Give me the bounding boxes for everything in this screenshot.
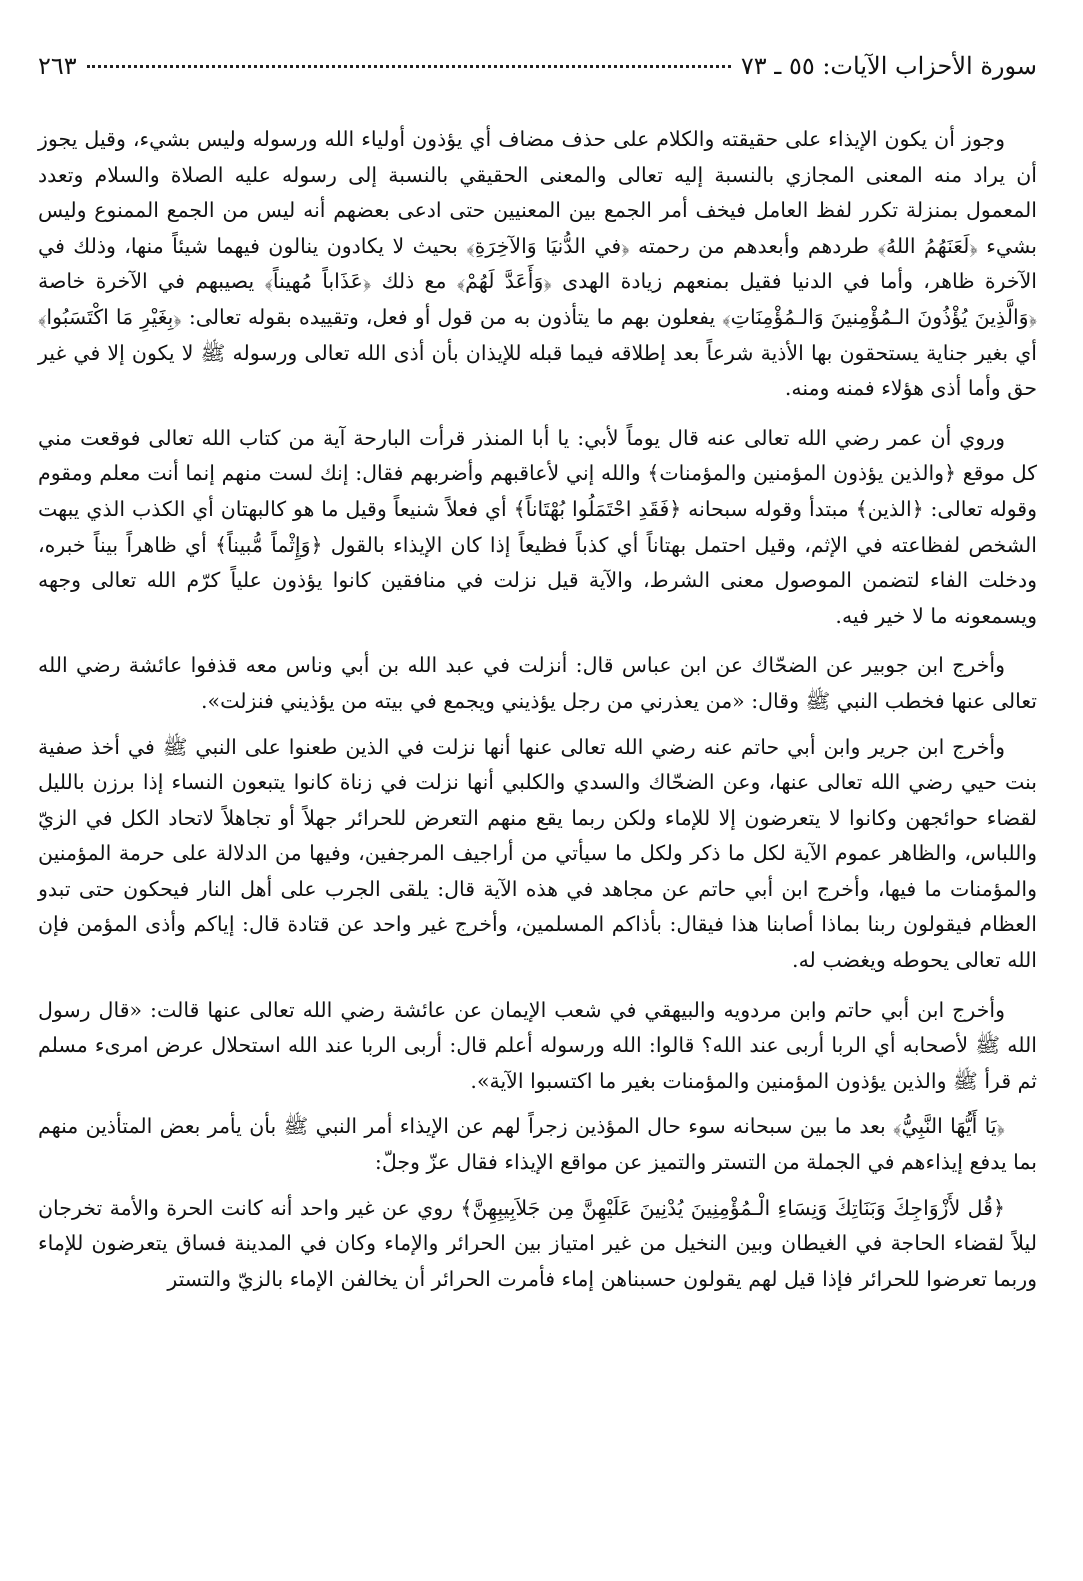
paragraph-2: وروي أن عمر رضي الله تعالى عنه قال يوماً لأبي: يا أبا المنذر قرأت البارحة آية من كتاب الله تعالى فوقعت مني كل موقع ﴿والذين يؤذون المؤمنين والمؤمنات﴾ والله إني لأعاقبهم وأضربهم فقال: إنك لست منهم إنما أنت معلم ومقوم وقوله تعالى: ﴿الذين﴾ مبتدأ وقوله سبحانه ﴿فَقَدِ احْتَمَلُوا بُهْتَاناً﴾ أي فعلاً شنيعاً وقيل ما هو كالبهتان أي الكذب الذي يبهت الشخص لفظاعته في الإثم، وقيل احتمل بهتاناً أي كذباً فظيعاً إذا كان الإيذاء بالقول ﴿وَإِثْماً مُّبيناً﴾ أي ظاهراً بيناً خبره، ودخلت الفاء لتضمن الموصول معنى الشرط، والآية قيل نزلت في منافقين كانوا يؤذون علياً كرّم الله تعالى وجهه ويسمعونه ما لا خير فيه. [38, 425, 1037, 628]
paragraph-3: وأخرج ابن جوبير عن الضحّاك عن ابن عباس قال: أنزلت في عبد الله بن أبي وناس معه قذفوا عائشة رضي الله تعالى عنها فخطب النبي ﷺ وقال: «من يعذرني من رجل يؤذيني ويجمع في بيته من يؤذيني فنزلت». [38, 653, 1037, 713]
paragraph-7: ﴿قُل لأَزْوَاجِكَ وَبَنَاتِكَ وَنِسَاءِ الْـمُؤْمِنِينَ يُدْنِينَ عَلَيْهِنَّ مِن جَلاَبِيبِهِنَّ﴾ روي عن غير واحد أنه كانت الحرة والأمة تخرجان ليلاً لقضاء الحاجة في الغيطان وبين النخيل من غير امتياز بين الحرائر والإماء وكان في المدينة فساق يتعرضون للإماء وربما تعرضوا للحرائر فإذا قيل لهم يقولون حسبناهن إماء فأمرت الحرائر أن يخالفن الإماء بالزيّ والتستر [38, 1195, 1037, 1291]
paragraph-4: وأخرج ابن جرير وابن أبي حاتم عنه رضي الله تعالى عنها أنها نزلت في الذين طعنوا على النبي ﷺ في أخذ صفية بنت حيي رضي الله تعالى عنها، وعن الضحّاك والسدي والكلبي أنها نزلت في زناة كانوا يتبعون النساء إذا برزن بالليل لقضاء حوائجهن وكانوا لا يتعرضون إلا للإماء ولكن ربما يقع منهم التعرض للحرائر جهلاً أو تجاهلاً لاتحاد الكل في الزيّ واللباس، والظاهر عموم الآية لكل ما ذكر ولكل ما سيأتي من أراجيف المرجفين، وفيها من الدلالة على حرمة المؤمنين والمؤمنات ما فيها، وأخرج ابن أبي حاتم عن مجاهد في هذه الآية قال: يلقى الجرب على أهل النار فيحكون حتى تبدو العظام فيقولون ربنا بماذا أصابنا هذا فيقال: بأذاكم المسلمين، وأخرج غير واحد عن قتادة قال: إياكم وأذى المؤمن فإن الله تعالى يحوطه ويغضب له. [38, 734, 1037, 973]
surah-title: سورة الأحزاب الآيات: ٥٥ ـ ٧٣ [740, 52, 1037, 80]
paragraph-5: وأخرج ابن أبي حاتم وابن مردويه والبيهقي في شعب الإيمان عن عائشة رضي الله تعالى عنها قالت: «قال رسول الله ﷺ لأصحابه أي الربا أربى عند الله؟ قالوا: الله ورسوله أعلم قال: أربى الربا عند الله استحلال عرض امرىء مسلم ثم قرأ ﷺ والذين يؤذون المؤمنين والمؤمنات بغير ما اكتسبوا الآية». [38, 997, 1037, 1093]
commentary-body [38, 122, 1037, 1297]
paragraph-6: ﴿يَا أَيُّهَا النَّبِيُّ﴾ بعد ما بين سبحانه سوء حال المؤذين زجراً لهم عن الإيذاء أمر النبي ﷺ بأن يأمر بعض المتأذين منهم بما يدفع إيذاءهم في الجملة من التستر والتميز عن مواقع الإيذاء فقال عزّ وجلّ: [38, 1114, 1037, 1175]
paragraph-1: وجوز أن يكون الإيذاء على حقيقته والكلام على حذف مضاف أي يؤذون أولياء الله ورسوله وليس بشيء، وقيل يجوز أن يراد منه المعنى المجازي بالنسبة إليه تعالى والمعنى الحقيقي بالنسبة إلى رسوله عليه الصلاة والسلام وتعدد المعمول بمنزلة تكرر لفظ العامل فيخف أمر الجمع بين المعنيين حتى ادعى بعضهم أنه ليس من الجمع الممنوع وليس بشيء ﴿لَعَنَهُمُ اللهُ﴾ طردهم وأبعدهم من رحمته ﴿في الدُّنيَا وَالآخِرَةِ﴾ بحيث لا يكادون ينالون فيهما شيئاً منها، وذلك في الآخرة ظاهر، وأما في الدنيا فقيل بمنعهم زيادة الهدى ﴿وَأَعَدَّ لَهُمْ﴾ مع ذلك ﴿عَذَاباً مُهيناً﴾ يصيبهم في الآخرة خاصة ﴿وَالَّذِينَ يُؤْذُونَ الـمُؤْمِنينَ وَالـمُؤْمِنَاتِ﴾ يفعلون بهم ما يتأذون به من قول أو فعل، وتقييده بقوله تعالى: ﴿بِغَيْرِ مَا اكْتَسَبُوا﴾ أي بغير جناية يستحقون بها الأذية شرعاً بعد إطلاقه فيما قبله للإيذان بأن أذى الله تعالى ورسوله ﷺ لا يكون إلا في غير حق وأما أذى هؤلاء فمنه ومنه. [38, 127, 1037, 401]
leader-dots [87, 65, 731, 68]
running-header [38, 52, 1037, 100]
page-number: ٢٦٣ [38, 52, 77, 80]
